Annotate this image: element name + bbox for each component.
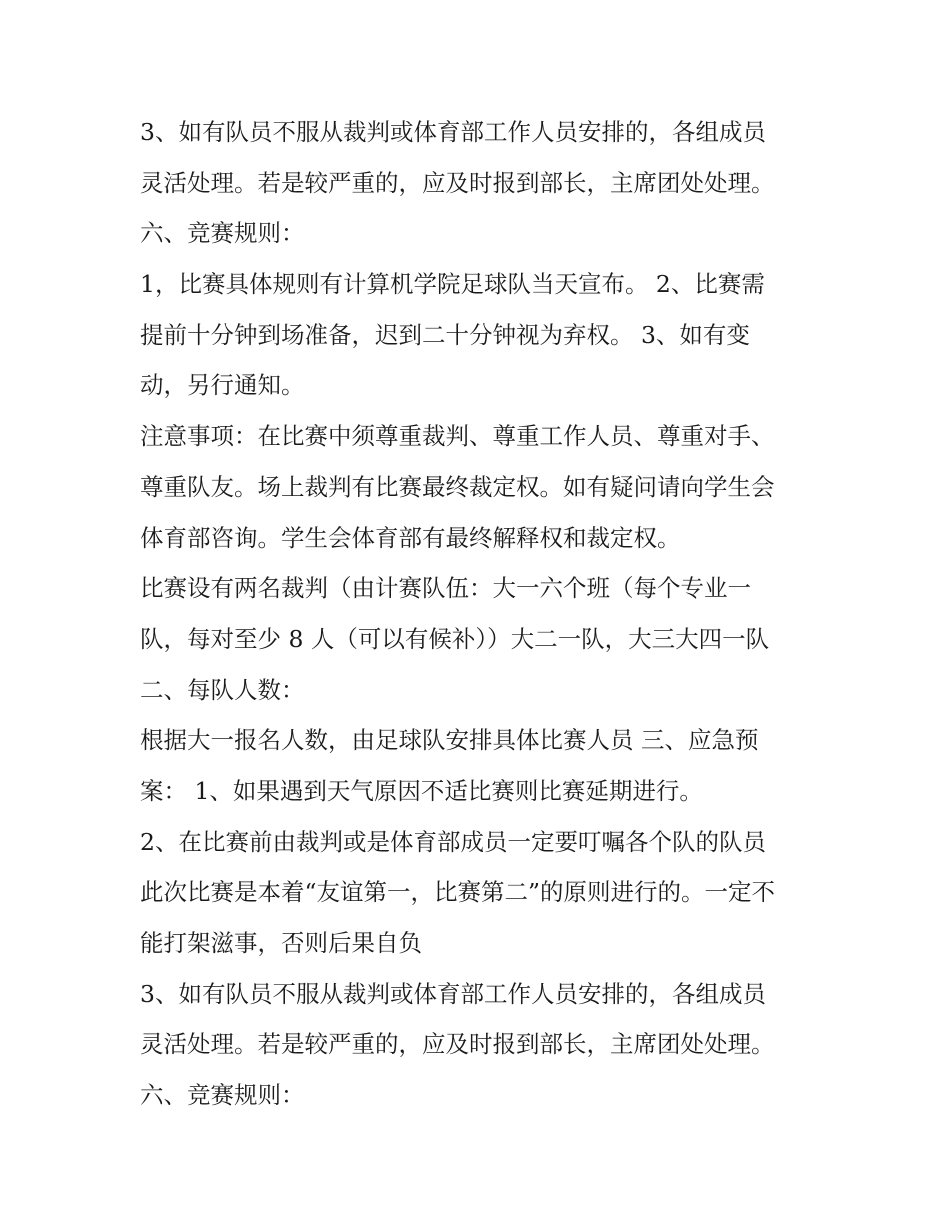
section-heading: 六、竞赛规则： <box>140 219 305 248</box>
text-line: 队，每对至少 8 人（可以有候补））大二一队，大三大四一队 <box>140 624 770 653</box>
text-line: 灵活处理。若是较严重的，应及时报到部长，主席团处处理。 <box>140 168 775 197</box>
text-line: 能打架滋事，否则后果自负 <box>140 929 422 957</box>
text-line: 比赛设有两名裁判（由计赛队伍：大一六个班（每个专业一 <box>140 574 751 603</box>
text-line: 1，比赛具体规则有计算机学院足球队当天宣布。 2、比赛需 <box>140 270 765 299</box>
text-line: 3、如有队员不服从裁判或体育部工作人员安排的，各组成员 <box>140 979 766 1008</box>
text-line: 灵活处理。若是较严重的，应及时报到部长，主席团处处理。 <box>140 1030 775 1059</box>
text-line: 提前十分钟到场准备，迟到二十分钟视为弃权。 3、如有变 <box>140 320 750 349</box>
text-line: 尊重队友。场上裁判有比赛最终裁定权。如有疑问请向学生会 <box>140 472 775 501</box>
text-line: 案： 1、如果遇到天气原因不适比赛则比赛延期进行。 <box>140 776 703 805</box>
text-line: 体育部咨询。学生会体育部有最终解释权和裁定权。 <box>140 523 681 552</box>
section-heading: 二、每队人数： <box>140 675 305 704</box>
document-body <box>140 107 820 1121</box>
text-line: 根据大一报名人数，由足球队安排具体比赛人员 三、应急预 <box>140 726 759 755</box>
text-line: 3、如有队员不服从裁判或体育部工作人员安排的，各组成员 <box>140 118 766 146</box>
text-line: 此次比赛是本着“友谊第一，比赛第二”的原则进行的。一定不 <box>140 878 776 907</box>
text-line: 动，另行通知。 <box>140 371 305 400</box>
section-heading: 六、竞赛规则： <box>140 1081 305 1110</box>
text-line: 2、在比赛前由裁判或是体育部成员一定要叮嘱各个队的队员 <box>140 827 766 856</box>
text-line: 注意事项：在比赛中须尊重裁判、尊重工作人员、尊重对手、 <box>140 422 775 451</box>
